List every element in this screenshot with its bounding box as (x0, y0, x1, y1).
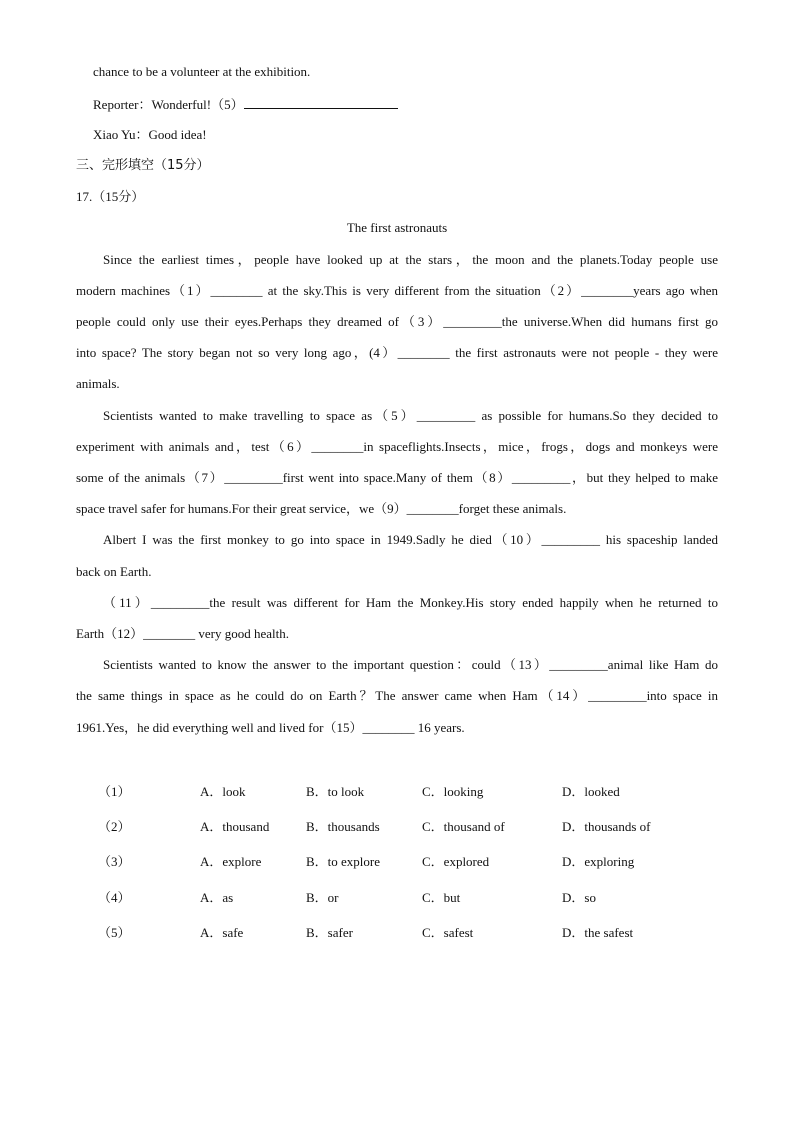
passage-line: into space? The story began not so very long ago，(4）________ the first astronauts were not people - they were (76, 345, 718, 360)
option-row (0, 853, 794, 871)
dialogue-text: Reporter：Wonderful!（5） (93, 97, 244, 112)
option-a[interactable]: A．safe (200, 925, 244, 940)
passage-line: people could only use their eyes.Perhaps they dreamed of（3）_________the universe.When did humans first go (76, 314, 718, 329)
option-d[interactable]: D．thousands of (562, 819, 651, 834)
passage-line: Scientists wanted to know the answer to the important question：could（13）_________animal like Ham do (103, 657, 718, 672)
option-c[interactable]: C．safest (422, 925, 474, 940)
option-row (0, 889, 794, 907)
passage-line: Earth（12）________ very good health. (76, 626, 290, 641)
passage-line: experiment with animals and，test（6）________in spaceflights.Insects，mice，frogs，dogs and monkeys were (76, 439, 718, 454)
option-number: （4） (98, 890, 131, 905)
option-a[interactable]: A．as (200, 890, 234, 905)
option-a[interactable]: A．thousand (200, 819, 270, 834)
option-d[interactable]: D．exploring (562, 854, 635, 869)
dialogue-line: Xiao Yu：Good idea! (93, 127, 207, 142)
passage-line: back on Earth. (76, 564, 152, 579)
option-a[interactable]: A．look (200, 784, 246, 799)
passage-line: some of the animals（7）_________first went into space.Many of them（8）_________，but they helped to make (76, 470, 718, 485)
option-number: （1） (98, 784, 131, 799)
option-b[interactable]: B．thousands (306, 819, 380, 834)
passage-line: modern machines（1）________ at the sky.This is very different from the situation（2）________years ago when (76, 283, 718, 298)
passage-title: The first astronauts (346, 220, 448, 235)
option-row (0, 818, 794, 836)
passage-line: space travel safer for humans.For their great service，we（9）________forget these animals. (76, 501, 567, 516)
option-b[interactable]: B．to explore (306, 854, 381, 869)
answer-blank[interactable] (244, 95, 398, 109)
section-title: 三、完形填空（15分） (76, 158, 210, 173)
dialogue-line: chance to be a volunteer at the exhibition. (93, 64, 311, 79)
option-number: （5） (98, 925, 131, 940)
option-number: （3） (98, 854, 131, 869)
option-c[interactable]: C．explored (422, 854, 490, 869)
dialogue-line-reporter (93, 95, 398, 114)
passage-line: animals. (76, 376, 120, 391)
passage-line: Albert I was the first monkey to go into space in 1949.Sadly he died（10）_________ his spaceship landed (103, 532, 718, 547)
passage-line: Since the earliest times，people have looked up at the stars，the moon and the planets.Today people use (103, 252, 718, 267)
option-number: （2） (98, 819, 131, 834)
option-d[interactable]: D．so (562, 890, 596, 905)
option-row (0, 783, 794, 801)
option-c[interactable]: C．but (422, 890, 461, 905)
option-b[interactable]: B．safer (306, 925, 353, 940)
option-a[interactable]: A．explore (200, 854, 262, 869)
option-d[interactable]: D．the safest (562, 925, 634, 940)
option-b[interactable]: B．or (306, 890, 339, 905)
passage-line: Scientists wanted to make travelling to space as（5）_________ as possible for humans.So they decided to (103, 408, 718, 423)
passage-line: （11）_________the result was different for Ham the Monkey.His story ended happily when he returned to (103, 595, 718, 610)
option-c[interactable]: C．thousand of (422, 819, 505, 834)
option-d[interactable]: D．looked (562, 784, 620, 799)
option-b[interactable]: B．to look (306, 784, 365, 799)
question-label: 17.（15分） (76, 189, 145, 204)
option-c[interactable]: C．looking (422, 784, 484, 799)
passage-line: the same things in space as he could do on Earth？The answer came when Ham（14）_________into space in (76, 688, 718, 703)
passage-line: 1961.Yes，he did everything well and lived for（15）________ 16 years. (76, 720, 465, 735)
option-row (0, 924, 794, 942)
